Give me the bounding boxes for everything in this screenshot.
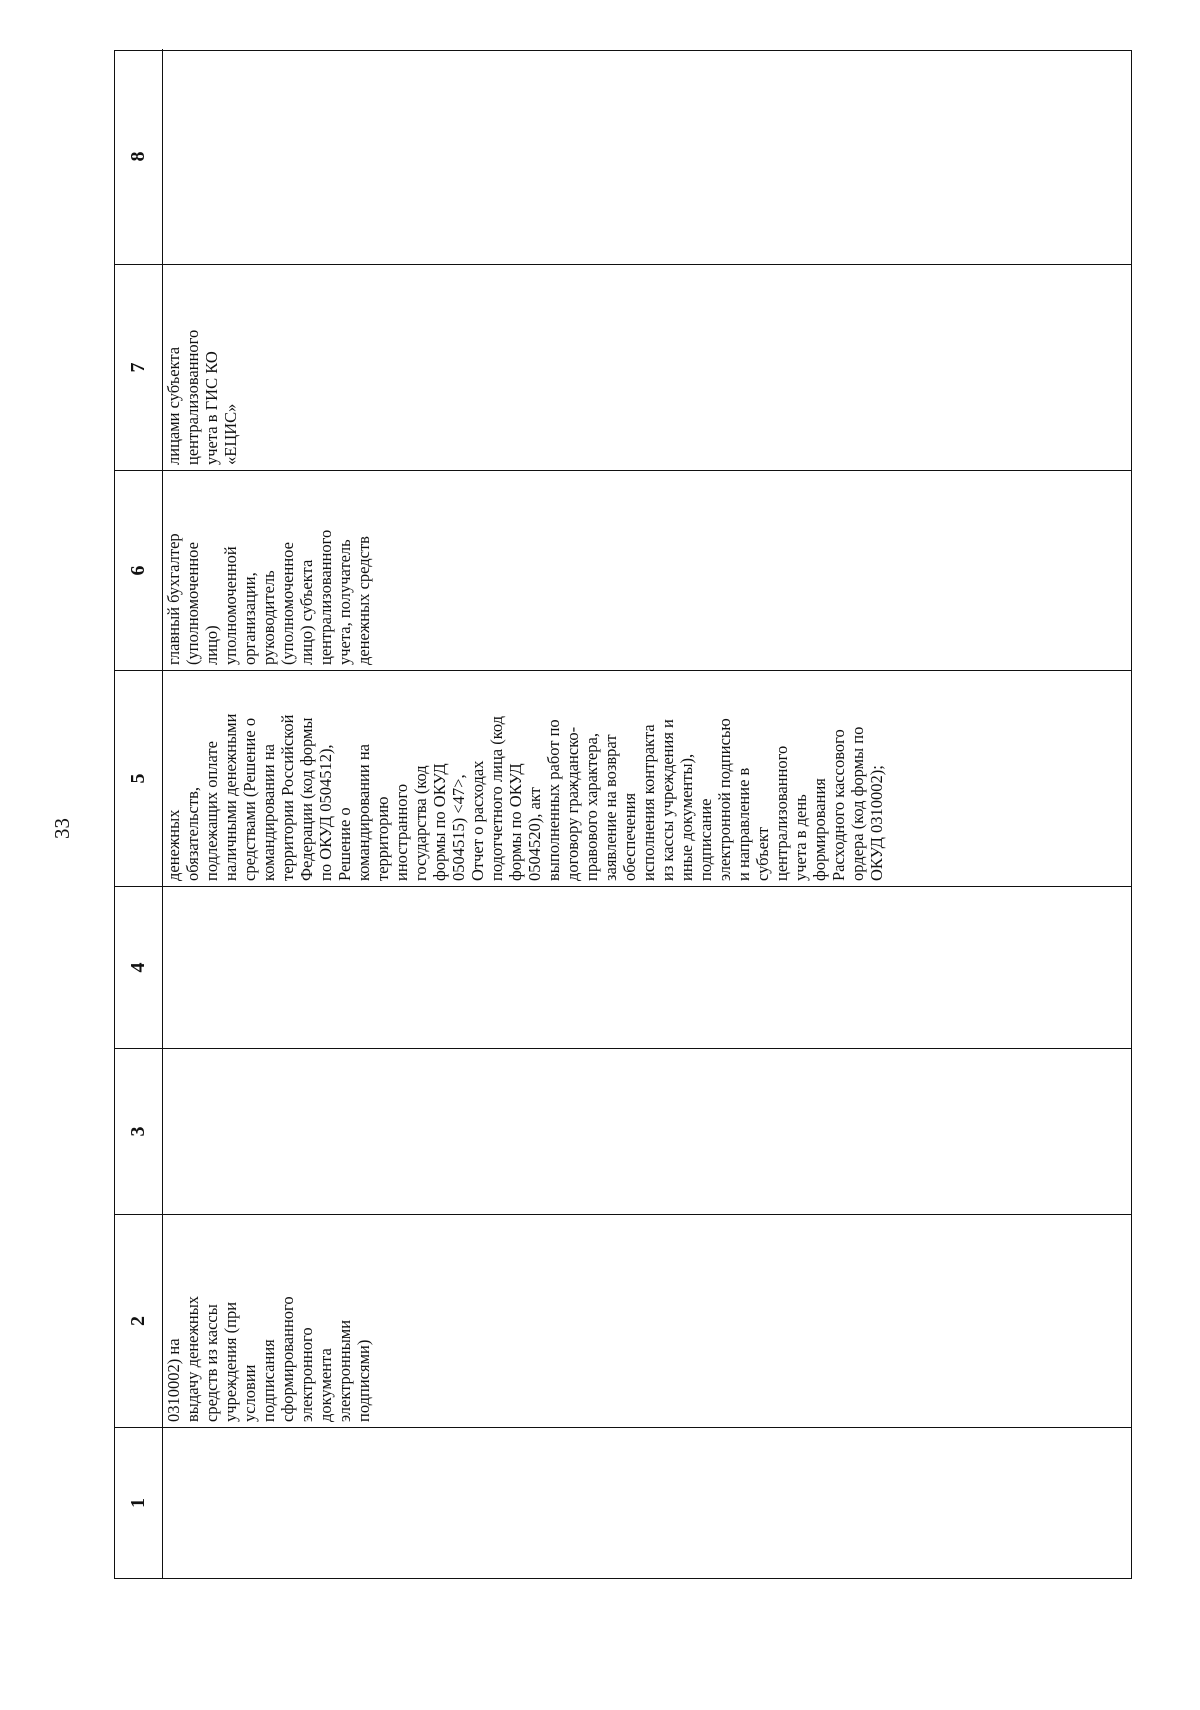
cell-line: и направление в [734, 767, 753, 881]
cell-line: учета в ГИС КО [202, 351, 221, 465]
table-column-5 [115, 670, 1131, 886]
cell-line: ОКУД 0310002); [867, 765, 886, 881]
cell-line: исполнения контракта [639, 724, 658, 881]
cell-line: лицо) [202, 625, 221, 665]
cell-line: территории Российской [278, 714, 297, 881]
table-column-6 [115, 470, 1131, 670]
cell-line: формы по ОКУД [506, 763, 525, 881]
cell-line: подписями) [354, 1339, 373, 1422]
cell-line: наличными денежными [221, 713, 240, 881]
cell-line: ордера (код формы по [848, 726, 867, 881]
cell-line: (уполномоченное [278, 542, 297, 665]
cell-line: «ЕЦИС» [221, 403, 240, 465]
cell-line: формы по ОКУД [430, 763, 449, 881]
cell-line: 0504515) <47>, [449, 774, 468, 881]
table-column-4 [115, 886, 1131, 1048]
cell-line: иностранного [392, 783, 411, 881]
cell-line: подотчетного лица (код [487, 715, 506, 881]
page-number: 33 [50, 818, 74, 839]
cell-line: средствами (Решение о [240, 717, 259, 881]
table-column-7 [115, 264, 1131, 470]
cell-line: субъект [753, 827, 772, 881]
cell-line: централизованного [183, 329, 202, 465]
column-header: 6 [115, 471, 163, 670]
cell-line: Расходного кассового [829, 729, 848, 881]
cell-line: учета в день [791, 794, 810, 881]
cell-line: денежных [164, 809, 183, 881]
cell-line: руководитель [259, 570, 278, 665]
cell-line: организации, [240, 572, 259, 665]
process-table [114, 50, 1132, 1579]
cell-line: документа [316, 1348, 335, 1422]
column-header: 7 [115, 265, 163, 470]
table-column-2 [115, 1214, 1131, 1427]
cell-line: централизованного [316, 529, 335, 665]
cell-text [163, 265, 240, 470]
cell-line: Отчет о расходах [468, 760, 487, 881]
cell-line: территорию [373, 796, 392, 881]
cell-line: из кассы учреждения и [658, 719, 677, 881]
cell-line: обеспечения [620, 792, 639, 881]
column-header: 2 [115, 1215, 163, 1427]
cell-line: средств из кассы [202, 1304, 221, 1422]
cell-line: государства (код [411, 765, 430, 881]
cell-line: лицо) субъекта [297, 559, 316, 665]
cell-line: 0504520), акт [525, 787, 544, 881]
cell-line: главный бухгалтер [164, 533, 183, 665]
cell-line: правового характера, [582, 733, 601, 881]
column-header: 8 [115, 49, 163, 264]
cell-line: командировании на [354, 744, 373, 881]
cell-line: выдачу денежных [183, 1295, 202, 1422]
column-header: 5 [115, 671, 163, 886]
cell-line: Решение о [335, 807, 354, 881]
table-column-3 [115, 1048, 1131, 1214]
cell-line: обязательств, [183, 787, 202, 881]
cell-text [163, 471, 373, 670]
table-column-1 [115, 1427, 1131, 1578]
cell-line: учета, получатель [335, 539, 354, 665]
cell-line: сформированного [278, 1296, 297, 1422]
cell-line: электронного [297, 1327, 316, 1422]
cell-line: формирования [810, 778, 829, 881]
column-header: 4 [115, 887, 163, 1048]
cell-line: денежных средств [354, 536, 373, 665]
table-column-8 [115, 49, 1131, 264]
column-header: 1 [115, 1428, 163, 1578]
cell-line: заявление на возврат [601, 734, 620, 881]
cell-line: командировании на [259, 744, 278, 881]
cell-line: условии [240, 1364, 259, 1422]
column-header: 3 [115, 1049, 163, 1214]
cell-line: уполномоченной [221, 546, 240, 665]
cell-line: подлежащих оплате [202, 741, 221, 881]
cell-line: выполненных работ по [544, 719, 563, 881]
cell-line: электронной подписью [715, 718, 734, 881]
cell-line: по ОКУД 0504512), [316, 744, 335, 881]
cell-line: подписание [696, 798, 715, 881]
cell-text [163, 1215, 373, 1427]
cell-line: подписания [259, 1339, 278, 1422]
cell-line: учреждения (при [221, 1301, 240, 1422]
cell-line: электронными [335, 1319, 354, 1422]
cell-text [163, 671, 886, 886]
cell-line: лицами субъекта [164, 346, 183, 465]
cell-line: (уполномоченное [183, 542, 202, 665]
cell-line: Федерации (код формы [297, 717, 316, 881]
cell-line: иные документы), [677, 753, 696, 881]
cell-line: 0310002) на [164, 1338, 183, 1422]
cell-line: централизованного [772, 745, 791, 881]
cell-line: договору гражданско- [563, 726, 582, 881]
